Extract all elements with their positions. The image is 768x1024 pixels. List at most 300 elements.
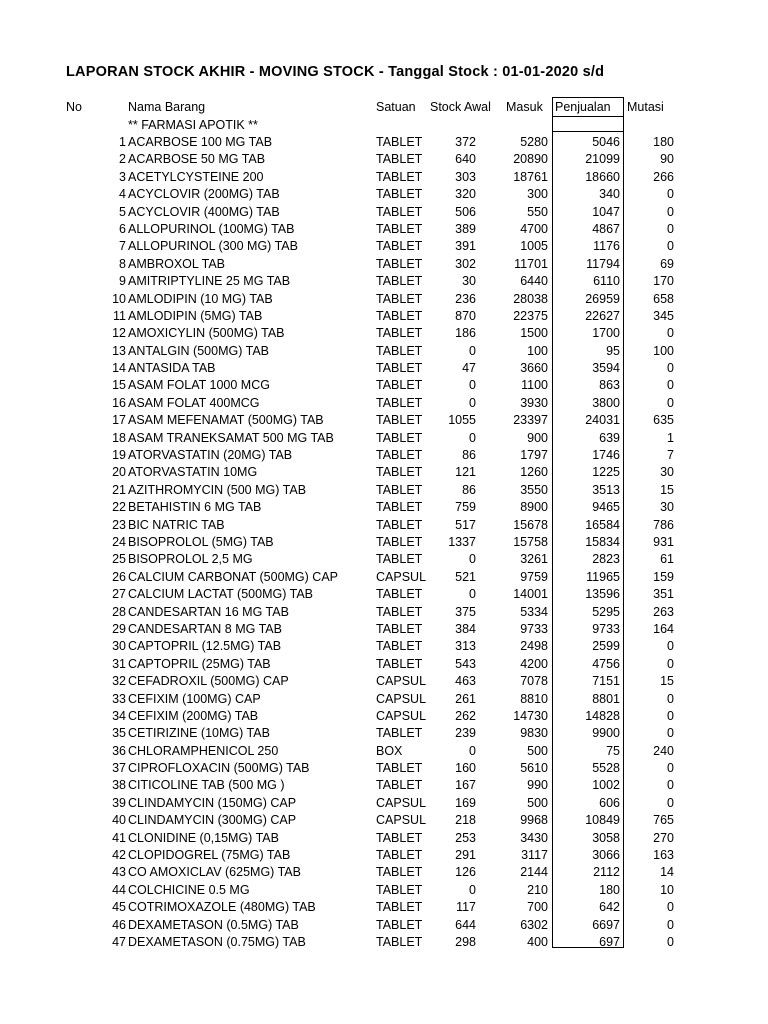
row-nama-barang: ACARBOSE 100 MG TAB [128, 135, 273, 149]
table-row [0, 499, 768, 516]
row-mutasi: 0 [667, 656, 674, 671]
row-masuk: 3930 [520, 395, 548, 410]
row-satuan: TABLET [376, 482, 423, 497]
row-satuan: TABLET [376, 639, 423, 654]
row-mutasi: 270 [653, 830, 674, 845]
row-stock-awal: 375 [455, 604, 476, 619]
row-nama-barang: CEFIXIM (100MG) CAP [128, 691, 261, 706]
row-satuan: TABLET [376, 256, 423, 271]
row-no: 46 [112, 917, 126, 932]
row-masuk: 3660 [520, 361, 548, 376]
row-nama-barang: ATORVASTATIN (20MG) TAB [128, 448, 293, 463]
row-satuan: CAPSUL [376, 708, 427, 723]
table-row [0, 273, 768, 290]
row-nama-barang: CO AMOXICLAV (625MG) TAB [128, 865, 301, 880]
row-stock-awal: 644 [455, 917, 476, 932]
table-row [0, 899, 768, 916]
row-no: 14 [112, 361, 126, 376]
row-mutasi: 635 [653, 413, 674, 428]
row-mutasi: 0 [667, 795, 674, 810]
row-no: 37 [112, 761, 126, 776]
row-stock-awal: 320 [455, 187, 476, 202]
row-masuk: 3117 [521, 848, 548, 863]
row-mutasi: 15 [660, 674, 674, 689]
col-header-penjualan: Penjualan [555, 100, 611, 114]
table-row [0, 377, 768, 394]
row-stock-awal: 218 [455, 813, 476, 828]
row-nama-barang: COTRIMOXAZOLE (480MG) TAB [128, 900, 316, 915]
row-satuan: TABLET [376, 587, 423, 602]
row-no: 1 [119, 135, 126, 149]
table-row [0, 256, 768, 273]
table-row [0, 604, 768, 621]
row-masuk: 20890 [513, 152, 548, 167]
row-masuk: 2498 [520, 639, 548, 654]
row-no: 29 [112, 621, 126, 636]
row-stock-awal: 372 [455, 135, 476, 149]
row-no: 15 [112, 378, 126, 393]
row-satuan: TABLET [376, 169, 423, 184]
row-satuan: TABLET [376, 448, 423, 463]
row-satuan: CAPSUL [376, 569, 427, 584]
row-no: 38 [112, 778, 126, 793]
table-row [0, 934, 768, 951]
row-no: 45 [112, 900, 126, 915]
row-masuk: 210 [527, 882, 548, 897]
row-penjualan: 863 [599, 378, 620, 393]
row-no: 12 [112, 326, 126, 341]
row-penjualan: 9733 [592, 621, 620, 636]
row-mutasi: 1 [667, 430, 674, 445]
row-penjualan: 10849 [585, 813, 620, 828]
row-no: 21 [112, 482, 126, 497]
row-masuk: 500 [527, 795, 548, 810]
table-row [0, 864, 768, 881]
row-no: 17 [112, 413, 126, 428]
table-row [0, 551, 768, 568]
row-no: 4 [119, 187, 126, 202]
row-mutasi: 61 [660, 552, 674, 567]
row-mutasi: 263 [653, 604, 674, 619]
row-nama-barang: BIC NATRIC TAB [128, 517, 225, 532]
row-mutasi: 0 [667, 378, 674, 393]
row-penjualan: 2599 [592, 639, 620, 654]
row-masuk: 9968 [520, 813, 548, 828]
row-mutasi: 0 [667, 900, 674, 915]
row-satuan: TABLET [376, 430, 423, 445]
col-header-mutasi: Mutasi [627, 100, 664, 114]
row-penjualan: 606 [599, 795, 620, 810]
row-satuan: TABLET [376, 308, 423, 323]
row-penjualan: 639 [599, 430, 620, 445]
row-stock-awal: 47 [462, 361, 476, 376]
row-no: 44 [112, 882, 126, 897]
row-penjualan: 5046 [592, 135, 620, 149]
row-satuan: TABLET [376, 882, 423, 897]
row-mutasi: 931 [653, 534, 674, 549]
table-row [0, 482, 768, 499]
section-label: ** FARMASI APOTIK ** [128, 118, 258, 132]
row-satuan: TABLET [376, 152, 423, 167]
row-no: 39 [112, 795, 126, 810]
table-row [0, 656, 768, 673]
row-stock-awal: 169 [455, 795, 476, 810]
row-nama-barang: CEFIXIM (200MG) TAB [128, 708, 259, 723]
table-row [0, 708, 768, 725]
row-no: 11 [113, 308, 126, 323]
row-no: 28 [112, 604, 126, 619]
row-no: 9 [119, 274, 126, 289]
row-penjualan: 1002 [592, 778, 620, 793]
row-satuan: TABLET [376, 865, 423, 880]
row-masuk: 1797 [520, 448, 548, 463]
row-nama-barang: COLCHICINE 0.5 MG [128, 882, 250, 897]
row-no: 22 [112, 500, 126, 515]
row-nama-barang: CAPTOPRIL (25MG) TAB [128, 656, 271, 671]
row-penjualan: 26959 [585, 291, 620, 306]
row-no: 19 [112, 448, 126, 463]
stock-table-body [0, 134, 768, 951]
row-penjualan: 3058 [592, 830, 620, 845]
row-stock-awal: 389 [455, 221, 476, 236]
row-penjualan: 75 [606, 743, 620, 758]
row-nama-barang: ANTALGIN (500MG) TAB [128, 343, 270, 358]
col-header-no: No [66, 100, 82, 114]
row-stock-awal: 0 [469, 882, 476, 897]
row-mutasi: 0 [667, 691, 674, 706]
row-satuan: TABLET [376, 413, 423, 428]
row-masuk: 15758 [513, 534, 548, 549]
row-no: 27 [112, 587, 126, 602]
table-row [0, 830, 768, 847]
row-satuan: BOX [376, 743, 403, 758]
row-masuk: 400 [527, 934, 548, 949]
row-no: 33 [112, 691, 126, 706]
row-nama-barang: AMITRIPTYLINE 25 MG TAB [128, 274, 291, 289]
row-no: 43 [112, 865, 126, 880]
row-stock-awal: 291 [455, 848, 476, 863]
row-masuk: 500 [527, 743, 548, 758]
row-satuan: TABLET [376, 761, 423, 776]
row-masuk: 18761 [513, 169, 548, 184]
row-satuan: TABLET [376, 221, 423, 236]
row-masuk: 15678 [513, 517, 548, 532]
row-nama-barang: ACYCLOVIR (400MG) TAB [128, 204, 280, 219]
row-masuk: 300 [527, 187, 548, 202]
row-penjualan: 22627 [585, 308, 620, 323]
table-row [0, 534, 768, 551]
row-satuan: TABLET [376, 726, 423, 741]
row-stock-awal: 543 [455, 656, 476, 671]
row-masuk: 14730 [513, 708, 548, 723]
row-satuan: CAPSUL [376, 795, 427, 810]
row-mutasi: 0 [667, 239, 674, 254]
row-penjualan: 15834 [585, 534, 620, 549]
row-penjualan: 24031 [585, 413, 620, 428]
row-stock-awal: 1055 [448, 413, 476, 428]
table-row [0, 847, 768, 864]
table-row [0, 621, 768, 638]
row-mutasi: 0 [667, 934, 674, 949]
row-no: 10 [112, 291, 126, 306]
penjualan-header-border [552, 97, 624, 131]
row-satuan: TABLET [376, 274, 423, 289]
row-nama-barang: DEXAMETASON (0.5MG) TAB [128, 917, 299, 932]
row-no: 30 [112, 639, 126, 654]
row-satuan: CAPSUL [376, 674, 427, 689]
row-satuan: TABLET [376, 604, 423, 619]
row-penjualan: 4867 [592, 221, 620, 236]
row-no: 3 [119, 169, 126, 184]
row-masuk: 11701 [514, 256, 548, 271]
row-penjualan: 1225 [592, 465, 620, 480]
row-nama-barang: CIPROFLOXACIN (500MG) TAB [128, 761, 310, 776]
row-nama-barang: CLINDAMYCIN (150MG) CAP [128, 795, 297, 810]
row-penjualan: 3513 [592, 482, 620, 497]
table-row [0, 430, 768, 447]
row-masuk: 9733 [520, 621, 548, 636]
row-satuan: TABLET [376, 830, 423, 845]
row-stock-awal: 239 [455, 726, 476, 741]
row-masuk: 5610 [520, 761, 548, 776]
row-satuan: TABLET [376, 361, 423, 376]
row-mutasi: 0 [667, 221, 674, 236]
table-row [0, 777, 768, 794]
row-masuk: 5334 [520, 604, 548, 619]
row-mutasi: 0 [667, 761, 674, 776]
row-stock-awal: 0 [469, 587, 476, 602]
row-nama-barang: AMOXICYLIN (500MG) TAB [128, 326, 285, 341]
row-stock-awal: 640 [455, 152, 476, 167]
row-satuan: TABLET [376, 326, 423, 341]
row-masuk: 5280 [520, 135, 548, 149]
row-stock-awal: 521 [455, 569, 476, 584]
row-nama-barang: DEXAMETASON (0.75MG) TAB [128, 934, 306, 949]
row-mutasi: 30 [660, 465, 674, 480]
row-penjualan: 1176 [593, 239, 620, 254]
row-no: 20 [112, 465, 126, 480]
row-penjualan: 14828 [585, 708, 620, 723]
row-stock-awal: 759 [455, 500, 476, 515]
row-stock-awal: 167 [455, 778, 476, 793]
row-penjualan: 340 [599, 187, 620, 202]
row-penjualan: 6110 [593, 274, 620, 289]
table-row [0, 325, 768, 342]
row-no: 8 [119, 256, 126, 271]
row-masuk: 100 [527, 343, 548, 358]
row-mutasi: 69 [660, 256, 674, 271]
row-penjualan: 5528 [592, 761, 620, 776]
row-masuk: 1100 [521, 378, 548, 393]
row-penjualan: 11965 [586, 569, 620, 584]
row-masuk: 1500 [520, 326, 548, 341]
row-penjualan: 95 [606, 343, 620, 358]
row-mutasi: 7 [667, 448, 674, 463]
row-no: 36 [112, 743, 126, 758]
row-nama-barang: CALCIUM LACTAT (500MG) TAB [128, 587, 313, 602]
row-no: 41 [112, 830, 126, 845]
row-nama-barang: ALLOPURINOL (300 MG) TAB [128, 239, 298, 254]
row-penjualan: 3066 [592, 848, 620, 863]
row-satuan: TABLET [376, 187, 423, 202]
row-no: 5 [119, 204, 126, 219]
row-mutasi: 266 [653, 169, 674, 184]
row-masuk: 9830 [520, 726, 548, 741]
row-satuan: TABLET [376, 900, 423, 915]
row-stock-awal: 86 [462, 448, 476, 463]
row-nama-barang: CANDESARTAN 8 MG TAB [128, 621, 282, 636]
row-no: 2 [119, 152, 126, 167]
row-penjualan: 1700 [592, 326, 620, 341]
row-stock-awal: 391 [455, 239, 476, 254]
table-row [0, 204, 768, 221]
table-row [0, 691, 768, 708]
row-mutasi: 345 [653, 308, 674, 323]
row-masuk: 2144 [520, 865, 548, 880]
table-row [0, 725, 768, 742]
row-penjualan: 697 [599, 934, 620, 949]
row-penjualan: 2112 [593, 865, 620, 880]
table-row [0, 882, 768, 899]
row-satuan: TABLET [376, 465, 423, 480]
row-stock-awal: 86 [462, 482, 476, 497]
row-satuan: TABLET [376, 917, 423, 932]
row-stock-awal: 517 [455, 517, 476, 532]
table-row [0, 412, 768, 429]
table-row [0, 917, 768, 934]
row-stock-awal: 0 [469, 430, 476, 445]
table-row [0, 569, 768, 586]
row-stock-awal: 262 [455, 708, 476, 723]
row-mutasi: 14 [660, 865, 674, 880]
row-nama-barang: ACYCLOVIR (200MG) TAB [128, 187, 280, 202]
row-satuan: TABLET [376, 395, 423, 410]
row-mutasi: 180 [653, 135, 674, 149]
row-mutasi: 90 [660, 152, 674, 167]
row-nama-barang: CLOPIDOGREL (75MG) TAB [128, 848, 291, 863]
row-masuk: 1260 [520, 465, 548, 480]
row-stock-awal: 236 [455, 291, 476, 306]
row-nama-barang: BISOPROLOL 2,5 MG [128, 552, 253, 567]
row-stock-awal: 160 [455, 761, 476, 776]
row-masuk: 3430 [520, 830, 548, 845]
table-row [0, 238, 768, 255]
table-row [0, 308, 768, 325]
row-stock-awal: 186 [455, 326, 476, 341]
row-stock-awal: 302 [455, 256, 476, 271]
penjualan-header-divider [552, 116, 624, 117]
row-nama-barang: CITICOLINE TAB (500 MG ) [128, 778, 285, 793]
row-no: 40 [112, 813, 126, 828]
row-stock-awal: 463 [455, 674, 476, 689]
col-header-stock-awal: Stock Awal [430, 100, 491, 114]
row-nama-barang: ASAM TRANEKSAMAT 500 MG TAB [128, 430, 334, 445]
row-satuan: TABLET [376, 517, 423, 532]
table-row [0, 343, 768, 360]
row-masuk: 3261 [520, 552, 548, 567]
row-masuk: 4700 [520, 221, 548, 236]
row-masuk: 9759 [520, 569, 548, 584]
row-mutasi: 163 [653, 848, 674, 863]
row-no: 13 [112, 343, 126, 358]
row-satuan: TABLET [376, 621, 423, 636]
row-satuan: TABLET [376, 656, 423, 671]
table-row [0, 743, 768, 760]
row-satuan: TABLET [376, 552, 423, 567]
row-nama-barang: CAPTOPRIL (12.5MG) TAB [128, 639, 282, 654]
row-mutasi: 164 [653, 621, 674, 636]
row-penjualan: 7151 [592, 674, 620, 689]
row-mutasi: 351 [653, 587, 674, 602]
row-masuk: 4200 [520, 656, 548, 671]
row-no: 35 [112, 726, 126, 741]
row-nama-barang: ANTASIDA TAB [128, 361, 216, 376]
row-mutasi: 0 [667, 395, 674, 410]
row-satuan: TABLET [376, 204, 423, 219]
row-stock-awal: 0 [469, 378, 476, 393]
row-penjualan: 1047 [592, 204, 620, 219]
table-row [0, 221, 768, 238]
row-satuan: TABLET [376, 135, 423, 149]
row-satuan: TABLET [376, 534, 423, 549]
row-stock-awal: 253 [455, 830, 476, 845]
table-row [0, 673, 768, 690]
row-nama-barang: CANDESARTAN 16 MG TAB [128, 604, 289, 619]
row-masuk: 550 [527, 204, 548, 219]
row-no: 34 [112, 708, 126, 723]
row-penjualan: 3594 [592, 361, 620, 376]
row-stock-awal: 0 [469, 743, 476, 758]
row-no: 42 [112, 848, 126, 863]
row-penjualan: 3800 [592, 395, 620, 410]
row-masuk: 7078 [520, 674, 548, 689]
table-row [0, 447, 768, 464]
row-nama-barang: ALLOPURINOL (100MG) TAB [128, 221, 295, 236]
row-nama-barang: AMLODIPIN (5MG) TAB [128, 308, 263, 323]
row-no: 6 [119, 221, 126, 236]
row-no: 7 [119, 239, 126, 254]
row-mutasi: 0 [667, 778, 674, 793]
row-penjualan: 642 [599, 900, 620, 915]
row-no: 16 [112, 395, 126, 410]
table-row [0, 517, 768, 534]
row-satuan: TABLET [376, 778, 423, 793]
row-mutasi: 240 [653, 743, 674, 758]
row-stock-awal: 30 [462, 274, 476, 289]
row-mutasi: 30 [660, 500, 674, 515]
row-penjualan: 8801 [592, 691, 620, 706]
row-satuan: TABLET [376, 848, 423, 863]
row-nama-barang: AMLODIPIN (10 MG) TAB [128, 291, 273, 306]
table-row [0, 795, 768, 812]
row-masuk: 8810 [520, 691, 548, 706]
row-mutasi: 0 [667, 917, 674, 932]
row-no: 31 [112, 656, 126, 671]
row-penjualan: 180 [599, 882, 620, 897]
row-penjualan: 4756 [592, 656, 620, 671]
row-penjualan: 9900 [592, 726, 620, 741]
row-penjualan: 18660 [585, 169, 620, 184]
row-masuk: 14001 [513, 587, 548, 602]
row-masuk: 3550 [520, 482, 548, 497]
row-mutasi: 159 [653, 569, 674, 584]
row-stock-awal: 506 [455, 204, 476, 219]
row-no: 25 [112, 552, 126, 567]
row-nama-barang: ATORVASTATIN 10MG [128, 465, 258, 480]
row-masuk: 700 [527, 900, 548, 915]
row-nama-barang: CLINDAMYCIN (300MG) CAP [128, 813, 297, 828]
table-row [0, 134, 768, 151]
